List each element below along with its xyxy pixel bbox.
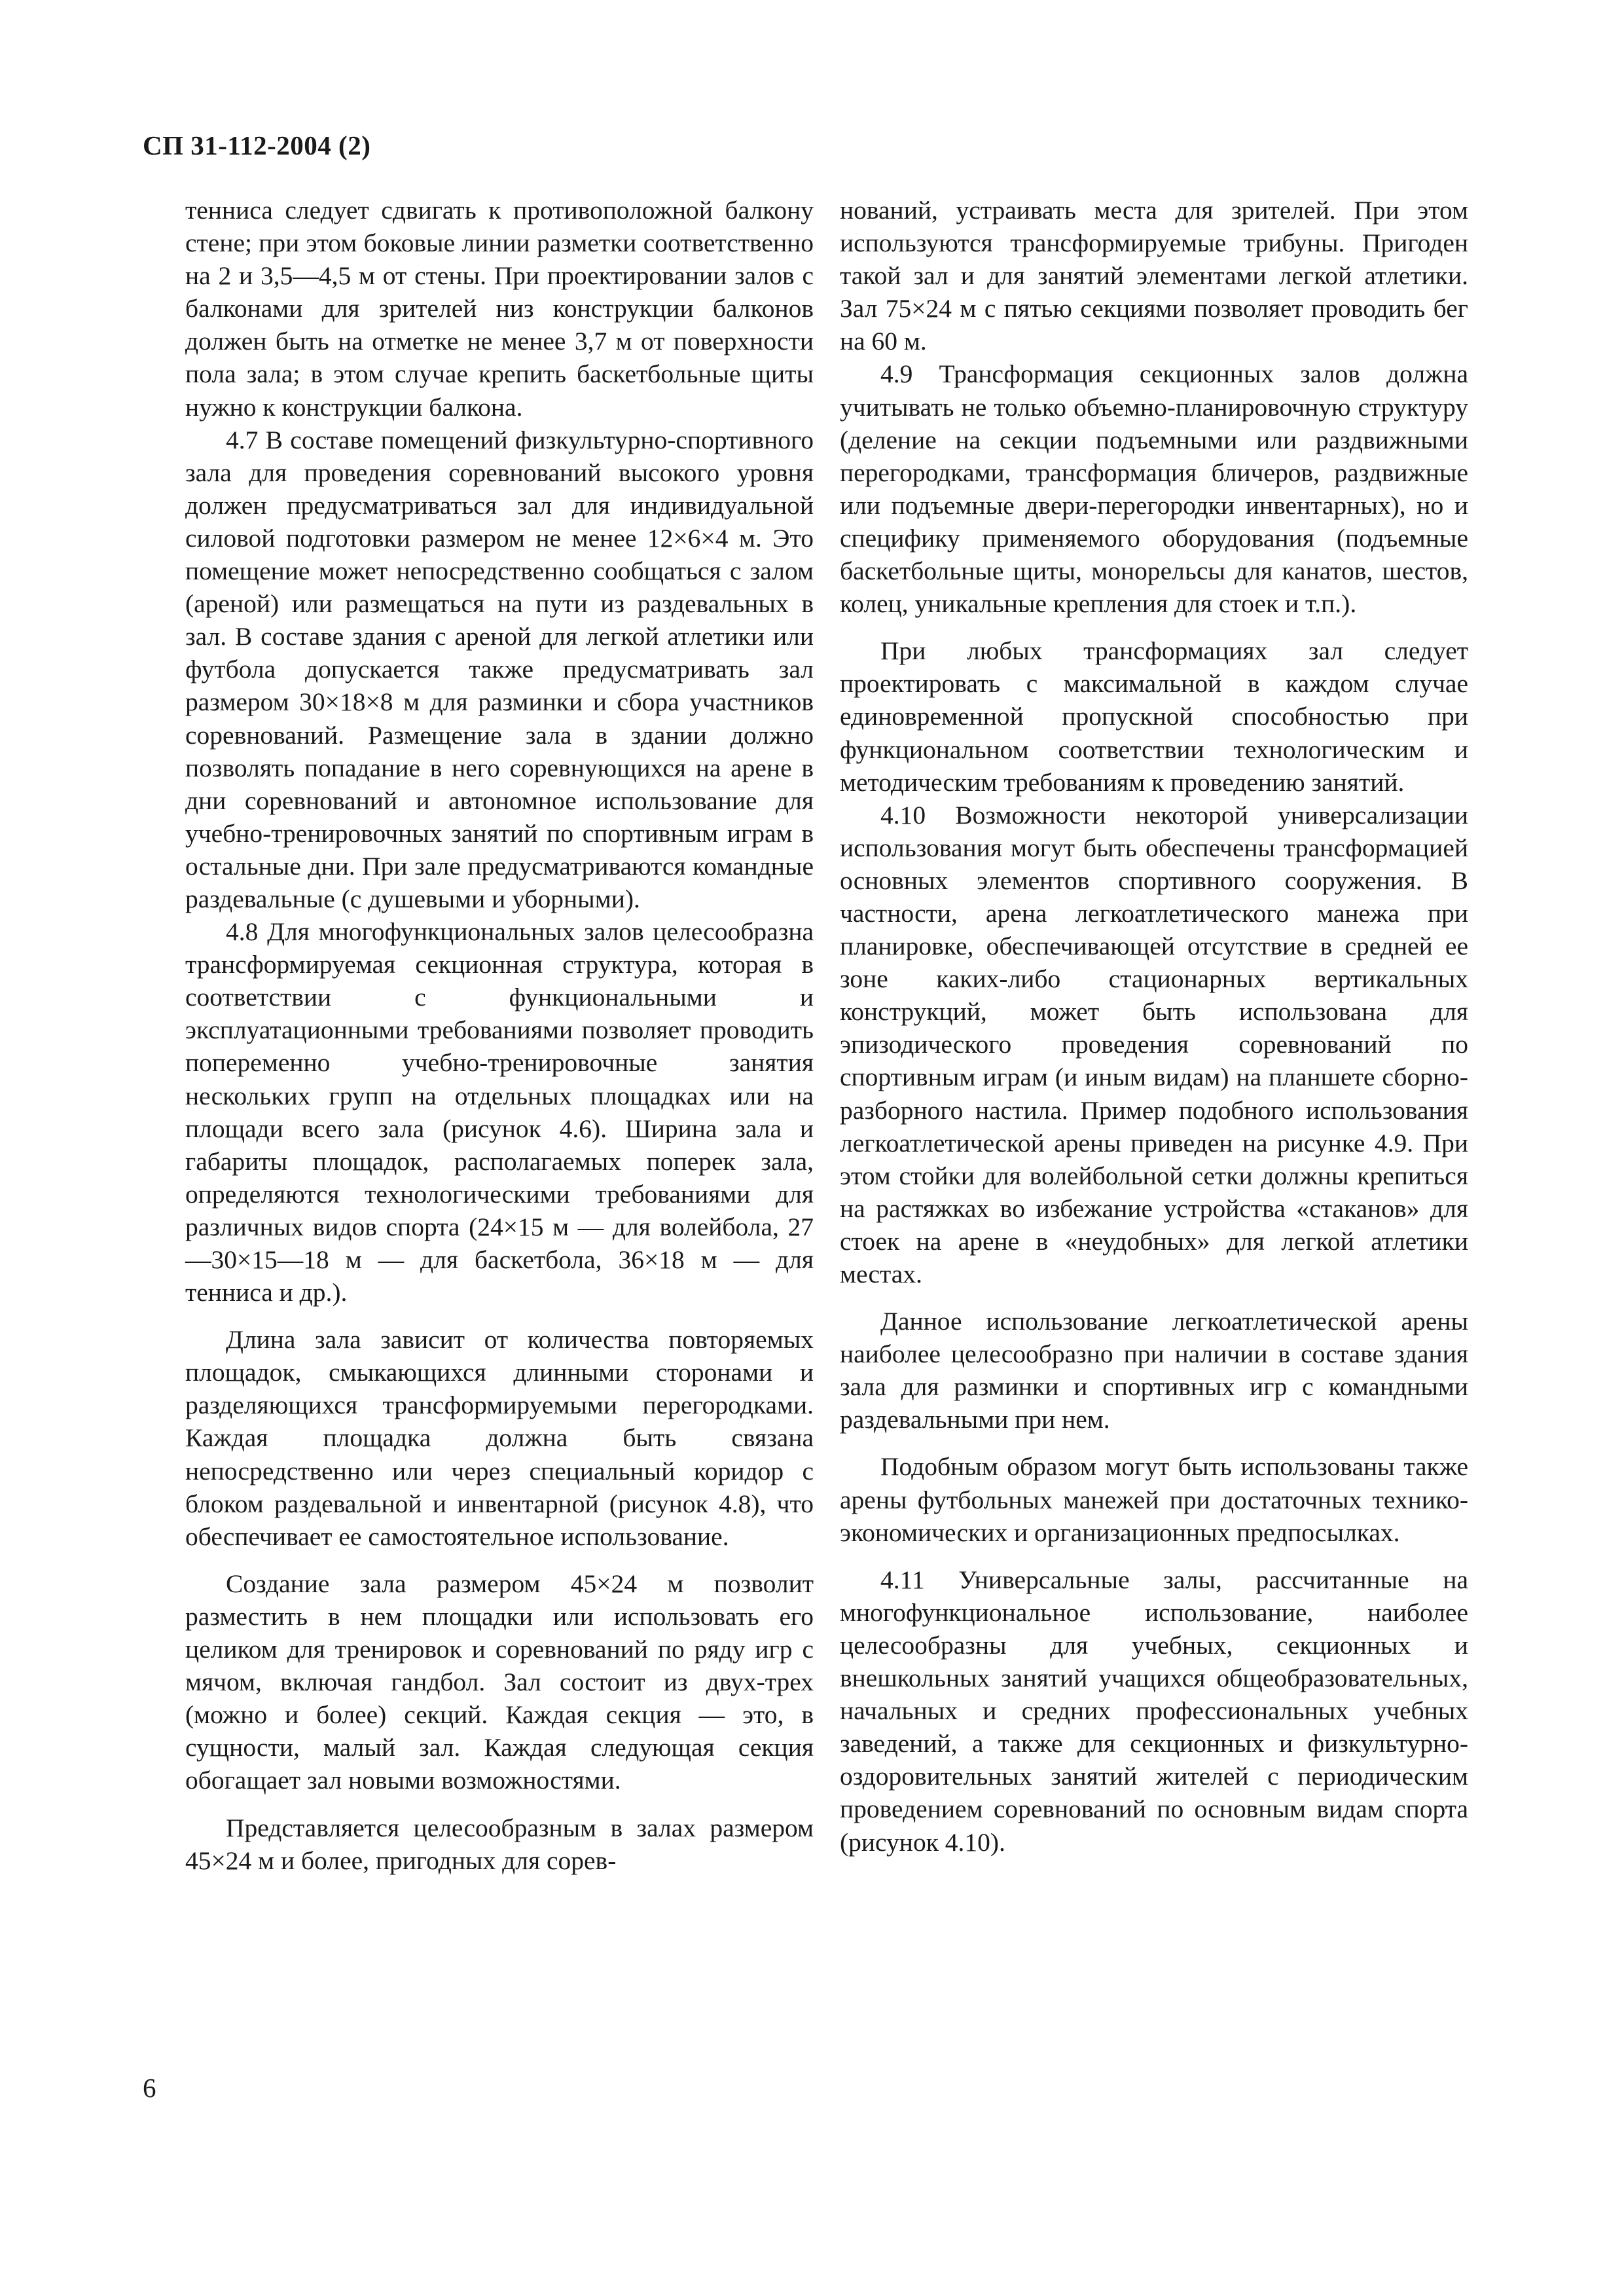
paragraph: 4.7 В составе помещений физкультурно-спортивного зала для проведения соревнований высокого уровня должен предусматриваться зал для индивидуальной силовой подготовки размером не менее 12×6×4 м. Это помещение может непосредственно сообщаться с залом (ареной) или размещаться на пути из раздевальных в зал. В составе здания с ареной для легкой атлетики или футбола допускается также предусматривать зал размером 30×18×8 м для разминки и сбора участников соревнований. Размещение зала в здании должно позволять попадание в него соревнующихся на арене в дни соревнований и автономное использование для учебно-тренировочных занятий по спортивным играм в остальные дни. При зале предусматриваются командные раздевальные (с душевыми и уборными). — [185, 425, 814, 913]
paragraph: При любых трансформациях зал следует проектировать с максимальной в каждом случае единовременной пропускной способностью при функциональном соответствии технологическим и методическим требованиям к проведению занятий. — [840, 636, 1468, 797]
paragraph: нований, устраивать места для зрителей. При этом используются трансформируемые трибуны. Пригоден такой зал и для занятий элементами легкой атлетики. Зал 75×24 м с пятью секциями позволяет проводить бег на 60 м. — [840, 196, 1468, 356]
paragraph: Создание зала размером 45×24 м позволит разместить в нем площадки или использовать его целиком для тренировок и соревнований по ряду игр с мячом, включая гандбол. Зал состоит из двух-трех (можно и более) секций. Каждая секция — это, в сущности, малый зал. Каждая следующая секция обогащает зал новыми возможностями. — [185, 1569, 814, 1795]
paragraph: Длина зала зависит от количества повторяемых площадок, смыкающихся длинными сторонами и разделяющихся трансформируемыми перегородками. Каждая площадка должна быть связана непосредственно или через специальный коридор с блоком раздевальной и инвентарной (рисунок 4.8), что обеспечивает ее самостоятельное использование. — [185, 1325, 814, 1551]
paragraph: Представляется целесообразным в залах размером 45×24 м и более, пригодных для сорев- — [185, 1813, 814, 1875]
paragraph: 4.8 Для многофункциональных залов целесообразна трансформируемая секционная структура, которая в соответствии с функциональными и эксплуатационными требованиями позволяет проводить попеременно учебно-тренировочные занятия нескольких групп на отдельных площадках или на площади всего зала (рисунок 4.6). Ширина зала и габариты площадок, располагаемых поперек зала, определяются технологическими требованиями для различных видов спорта (24×15 м — для волейбола, 27—30×15—18 м — для баскетбола, 36×18 м — для тенниса и др.). — [185, 917, 814, 1307]
paragraph: 4.10 Возможности некоторой универсализации использования могут быть обеспечены трансформацией основных элементов спортивного сооружения. В частности, арена легкоатлетического манежа при планировке, обеспечивающей отсутствие в средней ее зоне каких-либо стационарных вертикальных конструкций, может быть использована для эпизодического проведения соревнований по спортивным играм (и иным видам) на планшете сборно-разборного настила. Пример подобного использования легкоатлетической арены приведен на рисунке 4.9. При этом стойки для волейбольной сетки должны крепиться на растяжках во избежание устройства «стаканов» для стоек на арене в «неудобных» для легкой атлетики местах. — [840, 800, 1468, 1288]
paragraph: Данное использование легкоатлетической арены наиболее целесообразно при наличии в составе здания зала для разминки и спортивных игр с командными раздевальными при нем. — [840, 1307, 1468, 1434]
paragraph: 4.11 Универсальные залы, рассчитанные на многофункциональное использование, наиболее целесообразны для учебных, секционных и внешкольных занятий учащихся общеобразовательных, начальных и средних профессиональных учебных заведений, а также для секционных и физкультурно-оздоровительных занятий жителей с периодическим проведением соревнований по основным видам спорта (рисунок 4.10). — [840, 1565, 1468, 1857]
paragraph: 4.9 Трансформация секционных залов должна учитывать не только объемно-планировочную структуру (деление на секции подъемными или раздвижными перегородками, трансформация бличеров, раздвижные или подъемные двери-перегородки инвентарных), но и специфику применяемого оборудования (подъемные баскетбольные щиты, монорельсы для канатов, шестов, колец, уникальные крепления для стоек и т.п.). — [840, 359, 1468, 619]
paragraph: тенниса следует сдвигать к противоположной балкону стене; при этом боковые линии разметки соответственно на 2 и 3,5—4,5 м от стены. При проектировании залов с балконами для зрителей низ конструкции балконов должен быть на отметке не менее 3,7 м от поверхности пола зала; в этом случае крепить баскетбольные щиты нужно к конструкции балкона. — [185, 196, 814, 422]
left-text-column — [185, 194, 814, 1877]
page-number: 6 — [143, 2073, 156, 2103]
right-text-column — [840, 194, 1468, 1859]
paragraph: Подобным образом могут быть использованы также арены футбольных манежей при достаточных технико-экономических и организационных предпосылках. — [840, 1452, 1468, 1547]
document-code-header: СП 31-112-2004 (2) — [143, 130, 371, 160]
